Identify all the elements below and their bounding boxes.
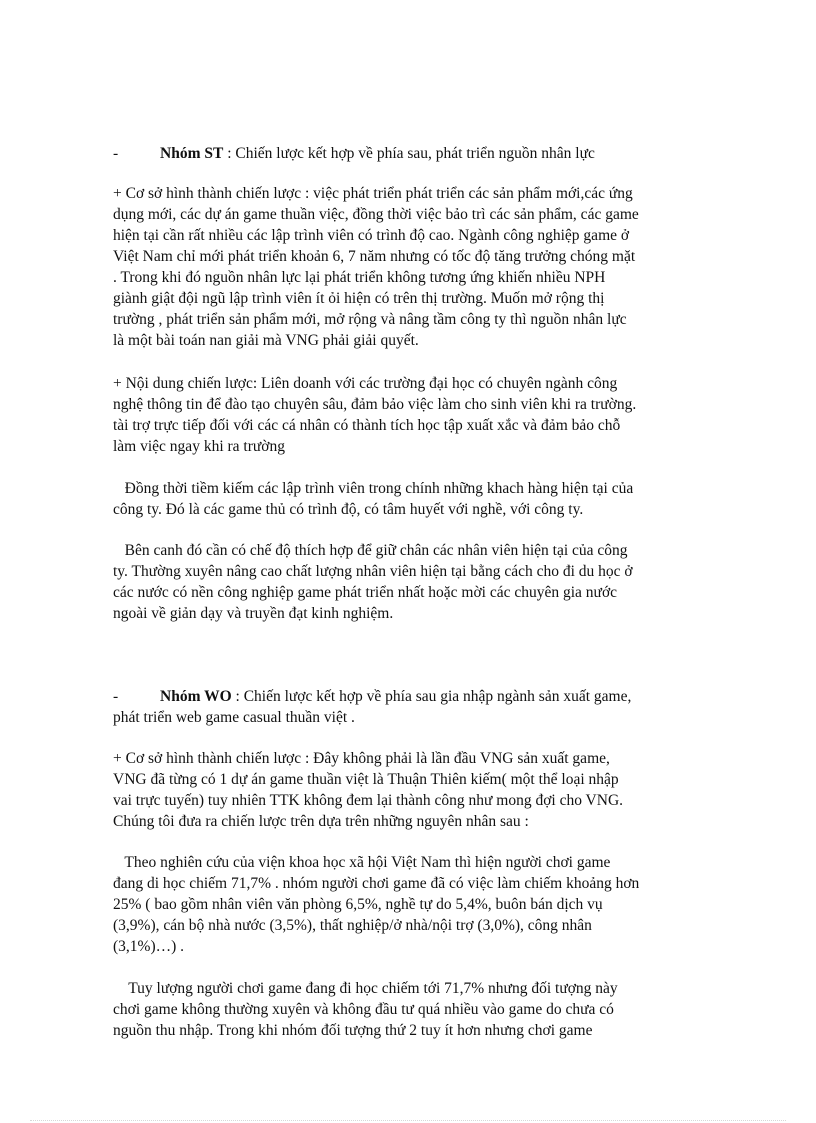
paragraph-line: nghệ thông tin để đào tạo chuyên sâu, đảm bảo việc làm cho sinh viên khi ra trường. <box>113 396 637 413</box>
paragraph-line: Việt Nam chỉ mới phát triển khoản 6, 7 năm nhưng có tốc độ tăng trưởng chóng mặt <box>113 248 636 265</box>
paragraph-line: + Cơ sở hình thành chiến lược : việc phát triển phát triển các sản phẩm mới,các ứng <box>113 185 633 202</box>
paragraph-line: hiện tại cần rất nhiều các lập trình viên có trình độ cao. Ngành công nghiệp game ở <box>113 227 630 244</box>
paragraph-line: . Trong khi đó nguồn nhân lực lại phát triển không tương ứng khiến nhiều NPH <box>113 269 606 286</box>
list-dash: - <box>113 688 119 705</box>
page-bottom-rule <box>30 1120 786 1121</box>
paragraph-line: vai trực tuyến) tuy nhiên TTK không đem lại thành công như mong đợi cho VNG. <box>113 792 624 809</box>
paragraph-line: nguồn thu nhập. Trong khi nhóm đối tượng thứ 2 tuy ít hơn nhưng chơi game <box>113 1022 593 1039</box>
paragraph-line: công ty. Đó là các game thủ có trình độ, có tâm huyết với nghề, với công ty. <box>113 501 584 518</box>
paragraph-line: trường , phát triển sản phẩm mới, mở rộng và nâng tầm công ty thì nguồn nhân lực <box>113 311 627 328</box>
paragraph-line: + Nội dung chiến lược: Liên doanh với các trường đại học có chuyên ngành công <box>113 375 618 392</box>
paragraph-line: là một bài toán nan giải mà VNG phải giải quyết. <box>113 332 419 349</box>
section-title-st: Nhóm ST <box>160 145 224 162</box>
paragraph-line: chơi game không thường xuyên và không đầu tư quá nhiều vào game do chưa có <box>113 1001 614 1018</box>
section-title-wo-rest: : Chiến lược kết hợp về phía sau gia nhập ngành sản xuất game, <box>231 688 632 705</box>
paragraph-line: dụng mới, các dự án game thuần việc, đồng thời việc bảo trì các sản phẩm, các game <box>113 206 639 223</box>
section-title-st-rest: : Chiến lược kết hợp về phía sau, phát triển nguồn nhân lực <box>223 145 595 162</box>
paragraph-line: làm việc ngay khi ra trường <box>113 438 285 455</box>
paragraph-line: 25% ( bao gồm nhân viên văn phòng 6,5%, nghề tự do 5,4%, buôn bán dịch vụ <box>113 896 603 913</box>
section-heading-st <box>160 143 595 164</box>
paragraph-line: giành giật đội ngũ lập trình viên ít ỏi hiện có trên thị trường. Muốn mở rộng thị <box>113 290 605 307</box>
paragraph-line: ngoài về giản dạy và truyền đạt kinh nghiệm. <box>113 605 394 622</box>
section-heading-wo-line2: phát triển web game casual thuần việt . <box>113 709 355 726</box>
paragraph-line: Đồng thời tiềm kiếm các lập trình viên trong chính những khach hàng hiện tại của <box>113 480 634 497</box>
paragraph-line: đang di học chiếm 71,7% . nhóm người chơi game đã có việc làm chiếm khoảng hơn <box>113 875 640 892</box>
paragraph-line: Theo nghiên cứu của viện khoa học xã hội Việt Nam thì hiện người chơi game <box>113 854 611 871</box>
paragraph-line: (3,1%)…) . <box>113 938 185 955</box>
paragraph-line: ty. Thường xuyên nâng cao chất lượng nhân viên hiện tại bằng cách cho đi du học ở <box>113 563 633 580</box>
section-heading-wo <box>160 686 631 707</box>
paragraph-line: các nước có nền công nghiệp game phát triển nhất hoặc mời các chuyên gia nước <box>113 584 618 601</box>
paragraph-line: (3,9%), cán bộ nhà nước (3,5%), thất nghiệp/ở nhà/nội trợ (3,0%), công nhân <box>113 917 592 934</box>
paragraph-line: Chúng tôi đưa ra chiến lược trên dựa trên những nguyên nhân sau : <box>113 813 529 830</box>
paragraph-line: tài trợ trực tiếp đối với các cá nhân có thành tích học tập xuất xắc và đảm bảo chỗ <box>113 417 621 434</box>
section-title-wo: Nhóm WO <box>160 688 232 705</box>
paragraph-line: + Cơ sở hình thành chiến lược : Đây không phải là lần đầu VNG sản xuất game, <box>113 750 610 767</box>
paragraph-line: VNG đã từng có 1 dự án game thuần việt là Thuận Thiên kiếm( một thể loại nhập <box>113 771 619 788</box>
list-dash: - <box>113 145 119 162</box>
paragraph-line: Bên canh đó cần có chế độ thích hợp để giữ chân các nhân viên hiện tại của công <box>113 542 628 559</box>
paragraph-line: Tuy lượng người chơi game đang đi học chiếm tới 71,7% nhưng đối tượng này <box>113 980 618 997</box>
